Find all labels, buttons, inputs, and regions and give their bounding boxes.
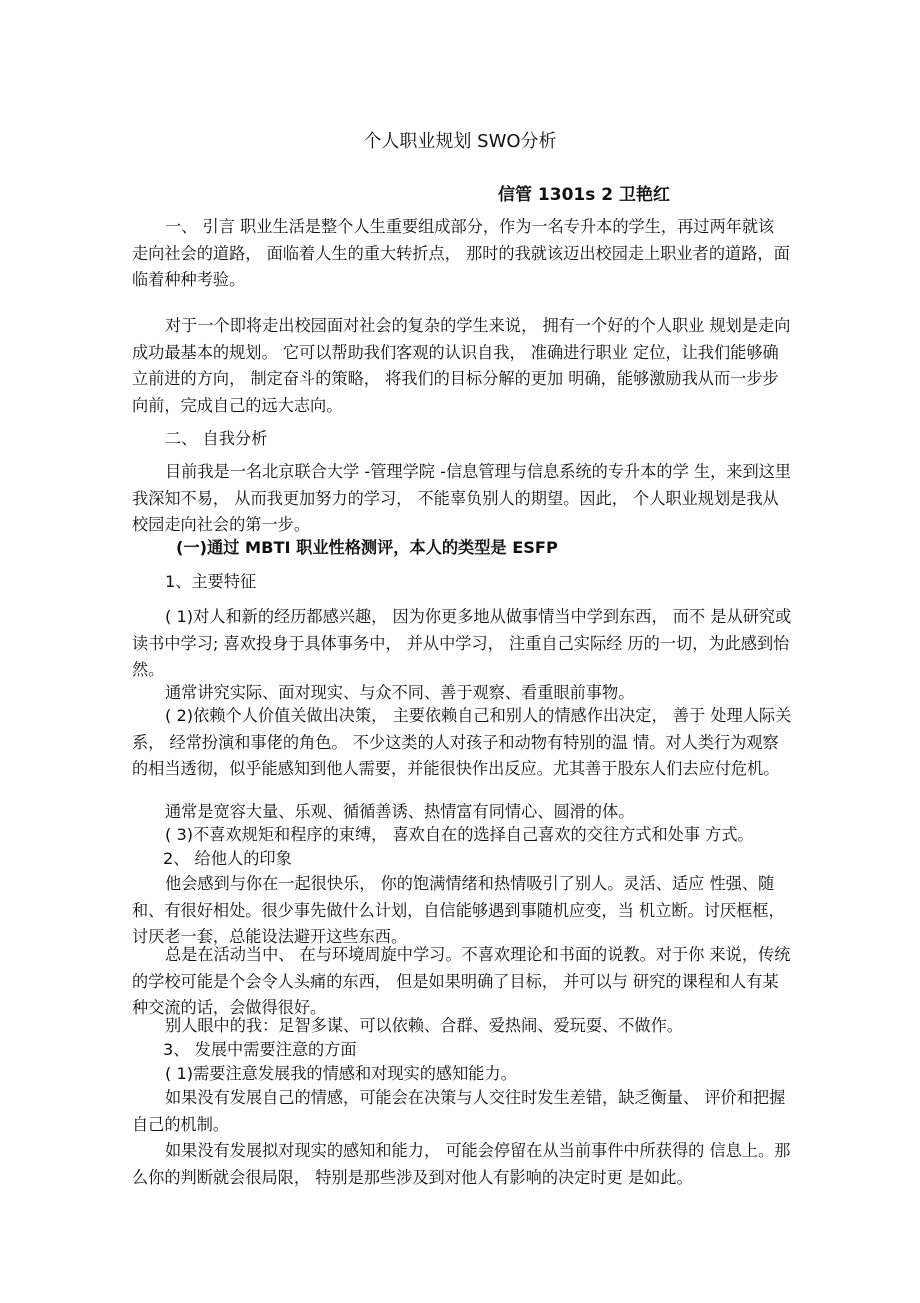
heading-development: 3、 发展中需要注意的方面 <box>163 1040 357 1059</box>
paragraph-development-1: ( 1)需要注意发展我的情感和对现实的感知能力。 <box>165 1064 517 1083</box>
paragraph-feature-2: ( 2)依赖个人价值关做出决策， 主要依赖自己和别人的情感作出决定， 善于 处理人际关系， 经常扮演和事佬的角色。 不少这类的人对孩子和动物有特别的温 情。对人类行为观察的相当透彻，似乎能感知到他人需要，并能很快作出反应。尤其善于股东人们去应付危机。 <box>132 706 792 778</box>
paragraph-planning: 对于一个即将走出校园面对社会的复杂的学生来说， 拥有一个好的个人职业 规划是走向成功最基本的规划。 它可以帮助我们客观的认识自我， 准确进行职业 定位，让我们能够确立前进的方向， 制定奋斗的策略， 将我们的目标分解的更加 明确，能够激励我从而一步步向前，完成自己的远大志向。 <box>132 316 791 415</box>
paragraph-learning-style: 总是在活动当中、 在与环境周旋中学习。不喜欢理论和书面的说教。对于你 来说，传统的学校可能是个会令人头痛的东西， 但是如果明确了目标， 并可以与 研究的课程和人有某种交流的话，会做得很好。 <box>132 945 791 1017</box>
paragraph-emotion: 如果没有发展自己的情感，可能会在决策与人交往时发生差错，缺乏衡量、 评价和把握自己的机制。 <box>132 1088 786 1134</box>
heading-mbti: (一)通过 MBTI 职业性格测评，本人的类型是 ESFP <box>176 538 558 557</box>
document-title: 个人职业规划 SWO分析 <box>363 131 557 152</box>
paragraph-intro: 一、 引言 职业生活是整个人生重要组成部分，作为一名专升本的学生，再过两年就该 走向社会的道路， 面临着人生的重大转折点， 那时的我就该迈出校园走上职业者的道路，面临着种种考验。 <box>132 217 790 289</box>
paragraph-feature-2-summary: 通常是宽容大量、乐观、循循善诱、热情富有同情心、圆滑的体。 <box>165 802 635 821</box>
paragraph-impression: 他会感到与你在一起很快乐， 你的饱满情绪和热情吸引了别人。灵活、适应 性强、随和、有很好相处。很少事先做什么计划，自信能够遇到事随机应变，当 机立断。讨厌框框，讨厌老一套，总能设法避开这些东西。 <box>132 874 785 946</box>
paragraph-others-view: 别人眼中的我：足智多谋、可以依赖、合群、爱热闹、爱玩耍、不做作。 <box>165 1016 683 1035</box>
paragraph-feature-3: ( 3)不喜欢规矩和程序的束缚， 喜欢自在的选择自己喜欢的交往方式和处事 方式。 <box>165 825 754 844</box>
author-line: 信管 1301s 2 卫艳红 <box>498 185 671 205</box>
heading-impression: 2、 给他人的印象 <box>163 849 292 868</box>
heading-main-features: 1、主要特征 <box>165 572 257 591</box>
paragraph-perception: 如果没有发展拟对现实的感知和能力， 可能会停留在从当前事件中所获得的 信息上。那么你的判断就会很局限， 特别是那些涉及到对他人有影响的决定时更 是如此。 <box>132 1141 791 1187</box>
paragraph-feature-1-summary: 通常讲究实际、面对现实、与众不同、善于观察、看重眼前事物。 <box>165 683 635 702</box>
paragraph-current-status: 目前我是一名北京联合大学 -管理学院 -信息管理与信息系统的专升本的学 生，来到这里我深知不易， 从而我更加努力的学习， 不能辜负别人的期望。因此， 个人职业规划是我从校园走向社会的第一步。 <box>132 462 792 534</box>
paragraph-feature-1: ( 1)对人和新的经历都感兴趣， 因为你更多地从做事情当中学到东西， 而不 是从研究或读书中学习; 喜欢投身于具体事务中， 并从中学习， 注重自己实际经 历的一切，为此感到怡然。 <box>132 607 792 679</box>
heading-self-analysis: 二、 自我分析 <box>165 429 268 448</box>
